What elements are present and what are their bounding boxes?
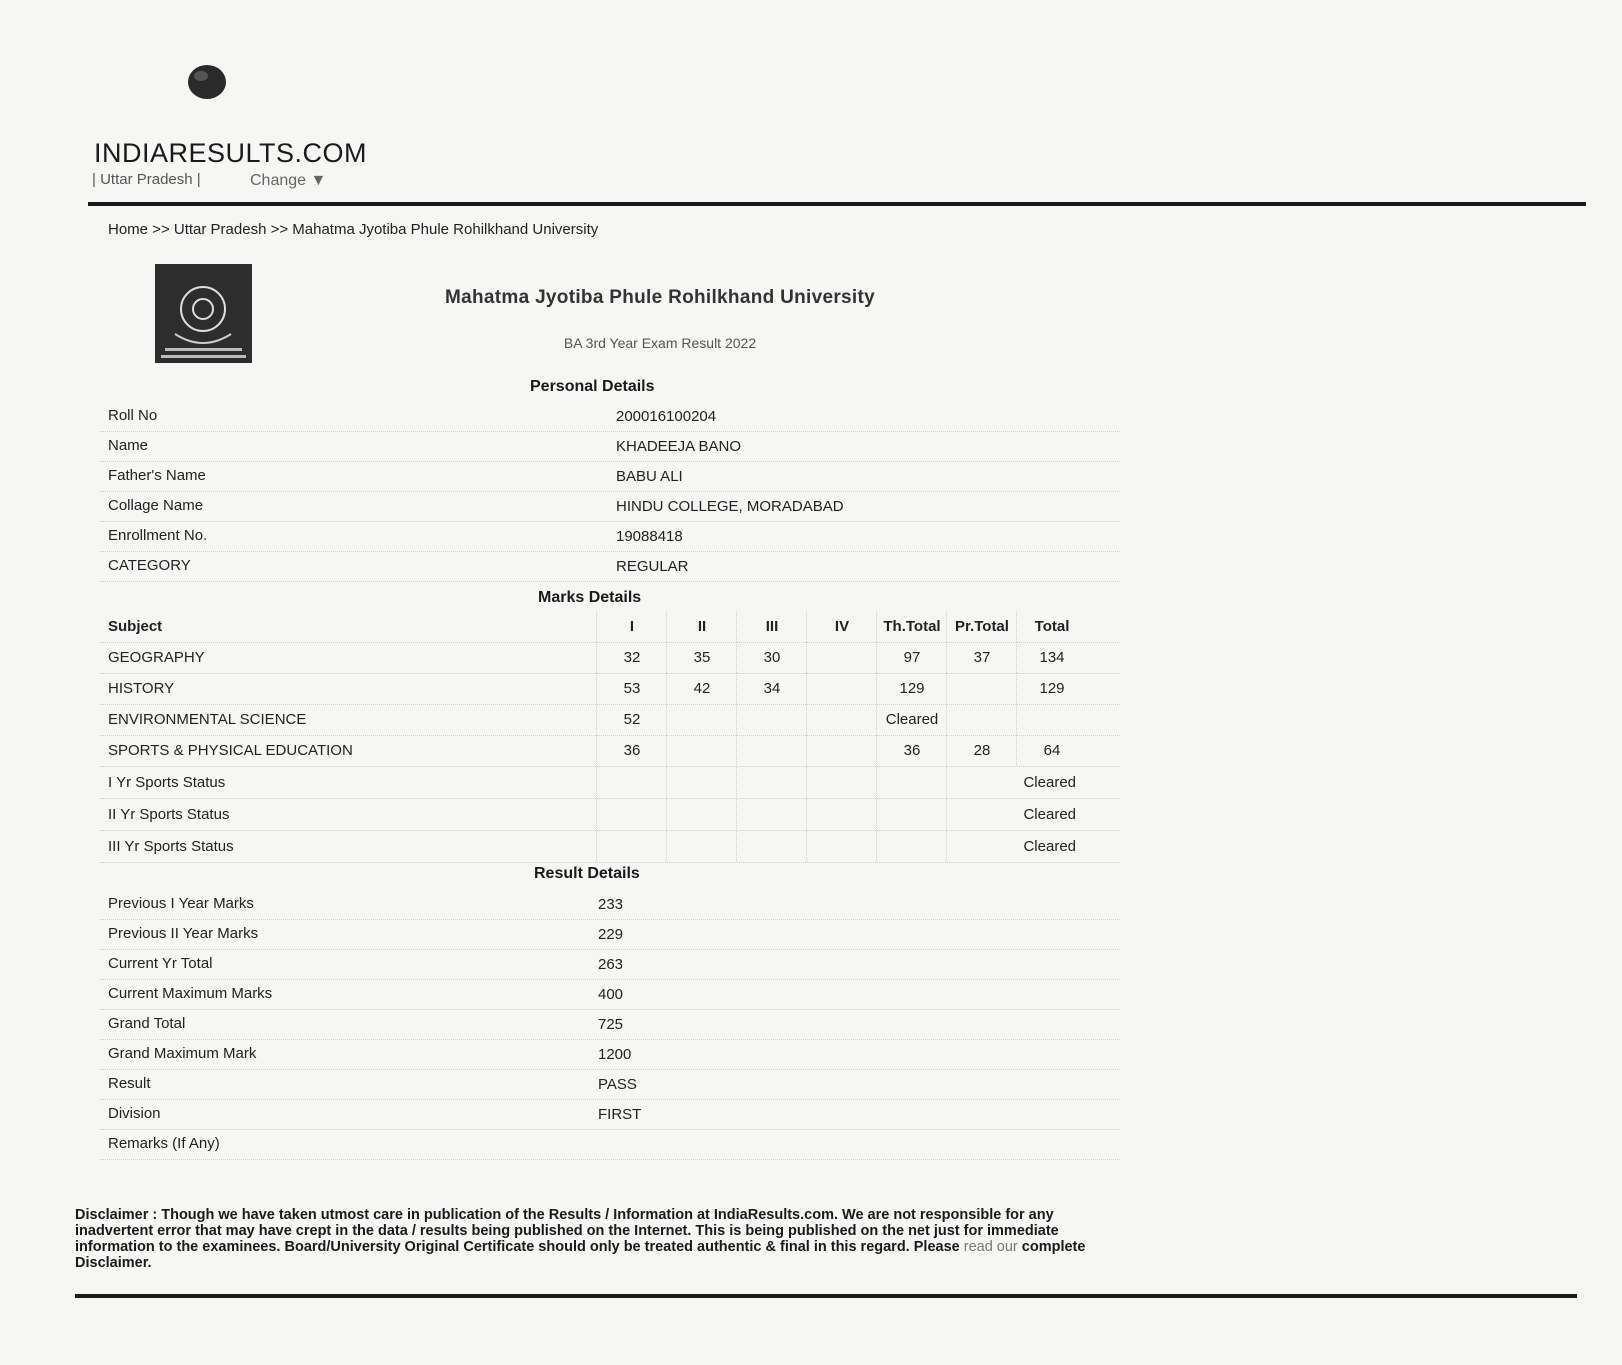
personal-details-heading: Personal Details [530, 378, 655, 395]
personal-row [100, 520, 1120, 552]
mark-i: 53 [596, 673, 667, 704]
result-value: PASS [598, 1076, 637, 1093]
result-label: Previous I Year Marks [108, 895, 254, 912]
th-total: 129 [876, 673, 947, 704]
table-row [100, 673, 1120, 705]
result-value: 263 [598, 956, 624, 973]
result-row [100, 978, 1120, 1010]
father-name-value: BABU ALI [616, 468, 683, 485]
total: 129 [1016, 673, 1087, 704]
college-name-label: Collage Name [108, 497, 204, 514]
sports-status-row [100, 767, 1120, 799]
result-row [100, 888, 1120, 920]
personal-row [100, 430, 1120, 462]
university-title: Mahatma Jyotiba Phule Rohilkhand University [445, 287, 875, 308]
mark-iv [806, 735, 877, 766]
exam-title: BA 3rd Year Exam Result 2022 [563, 335, 757, 351]
result-row [100, 948, 1120, 980]
father-name-label: Father's Name [108, 467, 206, 484]
sports-status-label: III Yr Sports Status [108, 838, 234, 855]
footer-divider [75, 1294, 1577, 1298]
total [1016, 704, 1087, 735]
result-row [100, 1068, 1120, 1100]
result-details-heading: Result Details [534, 865, 640, 882]
mark-iv [806, 704, 877, 735]
disclaimer-tail: complete Disclaimer. [75, 1239, 1086, 1271]
mark-iii: 30 [736, 642, 807, 673]
result-row [100, 1038, 1120, 1070]
sports-status-value: Cleared [946, 767, 1086, 798]
result-label: Current Yr Total [108, 955, 213, 972]
enrollment-no-value: 19088418 [616, 528, 683, 545]
th-total: 36 [876, 735, 947, 766]
mark-ii: 42 [666, 673, 737, 704]
mark-iii: 34 [736, 673, 807, 704]
category-value: REGULAR [616, 558, 689, 575]
result-value: 233 [598, 896, 624, 913]
site-logo[interactable] [92, 62, 368, 192]
col-header-total: Total [1016, 611, 1087, 642]
th-total: 97 [876, 642, 947, 673]
roll-no-label: Roll No [108, 407, 158, 424]
subject-name: GEOGRAPHY [108, 649, 205, 666]
result-value: 1200 [598, 1046, 632, 1063]
total: 64 [1016, 735, 1087, 766]
mark-iii [736, 735, 807, 766]
mark-i: 52 [596, 704, 667, 735]
mark-iv [806, 642, 877, 673]
result-value: 725 [598, 1016, 624, 1033]
subject-name: SPORTS & PHYSICAL EDUCATION [108, 742, 353, 759]
disclaimer [75, 1207, 1125, 1271]
result-value: FIRST [598, 1106, 642, 1123]
sports-status-row [100, 799, 1120, 831]
mark-i: 32 [596, 642, 667, 673]
subject-col-header: Subject [108, 618, 163, 635]
change-region-link[interactable]: Change ▼ [250, 172, 327, 189]
sports-status-value: Cleared [946, 799, 1086, 830]
mark-ii [666, 704, 737, 735]
result-label: Previous II Year Marks [108, 925, 259, 942]
mark-i: 36 [596, 735, 667, 766]
table-row [100, 704, 1120, 736]
disclaimer-link[interactable]: read our [963, 1239, 1018, 1255]
enrollment-no-label: Enrollment No. [108, 527, 208, 544]
globe-logo-icon [187, 65, 227, 101]
result-label: Remarks (If Any) [108, 1135, 220, 1152]
pr-total: 37 [946, 642, 1017, 673]
roll-no-value: 200016100204 [616, 408, 717, 425]
college-name-value: HINDU COLLEGE, MORADABAD [616, 498, 844, 515]
disclaimer-text: Disclaimer : Though we have taken utmost care in publication of the Results / Information at IndiaResults.com. We are not responsible for any inadvertent error that may have crept in the data / results being published on the Internet. This is being published on the net just for immediate information to the examinees. Board/University Original Certificate should only be treated authentic & final in this regard. Please [75, 1207, 1059, 1255]
mark-ii: 35 [666, 642, 737, 673]
result-label: Grand Total [108, 1015, 186, 1032]
mark-iii [736, 704, 807, 735]
personal-row [100, 400, 1120, 432]
result-label: Grand Maximum Mark [108, 1045, 257, 1062]
table-row [100, 735, 1120, 767]
col-header-th-total: Th.Total [876, 611, 947, 642]
table-row [100, 642, 1120, 674]
result-row [100, 918, 1120, 950]
sports-status-row [100, 831, 1120, 863]
pr-total [946, 673, 1017, 704]
university-crest-icon [155, 264, 252, 363]
personal-row [100, 460, 1120, 492]
col-header-pr-total: Pr.Total [946, 611, 1017, 642]
col-header-i: I [596, 611, 667, 642]
result-label: Result [108, 1075, 151, 1092]
result-row [100, 1098, 1120, 1130]
marks-details-heading: Marks Details [538, 589, 642, 606]
region-label: | Uttar Pradesh | [92, 171, 201, 188]
pr-total [946, 704, 1017, 735]
pr-total: 28 [946, 735, 1017, 766]
name-label: Name [108, 437, 149, 454]
breadcrumb[interactable]: Home >> Uttar Pradesh >> Mahatma Jyotiba Phule Rohilkhand University [108, 221, 599, 238]
col-header-iii: III [736, 611, 807, 642]
result-value: 229 [598, 926, 624, 943]
result-row [100, 1128, 1120, 1160]
marks-header-row [100, 611, 1120, 643]
mark-ii [666, 735, 737, 766]
logo-text: INDIARESULTS.COM [94, 138, 368, 168]
result-label: Current Maximum Marks [108, 985, 273, 1002]
personal-row [100, 550, 1120, 582]
result-panel [100, 212, 1120, 1180]
result-label: Division [108, 1105, 161, 1122]
name-value: KHADEEJA BANO [616, 438, 742, 455]
category-label: CATEGORY [108, 557, 191, 574]
sports-status-label: I Yr Sports Status [108, 774, 226, 791]
total: 134 [1016, 642, 1087, 673]
result-value: 400 [598, 986, 624, 1003]
result-row [100, 1008, 1120, 1040]
col-header-ii: II [666, 611, 737, 642]
subject-name: ENVIRONMENTAL SCIENCE [108, 711, 307, 728]
mark-iv [806, 673, 877, 704]
personal-row [100, 490, 1120, 522]
th-total: Cleared [876, 704, 947, 735]
sports-status-value: Cleared [946, 831, 1086, 862]
subject-name: HISTORY [108, 680, 175, 697]
col-header-iv: IV [806, 611, 877, 642]
sports-status-label: II Yr Sports Status [108, 806, 230, 823]
header-divider [88, 202, 1586, 206]
